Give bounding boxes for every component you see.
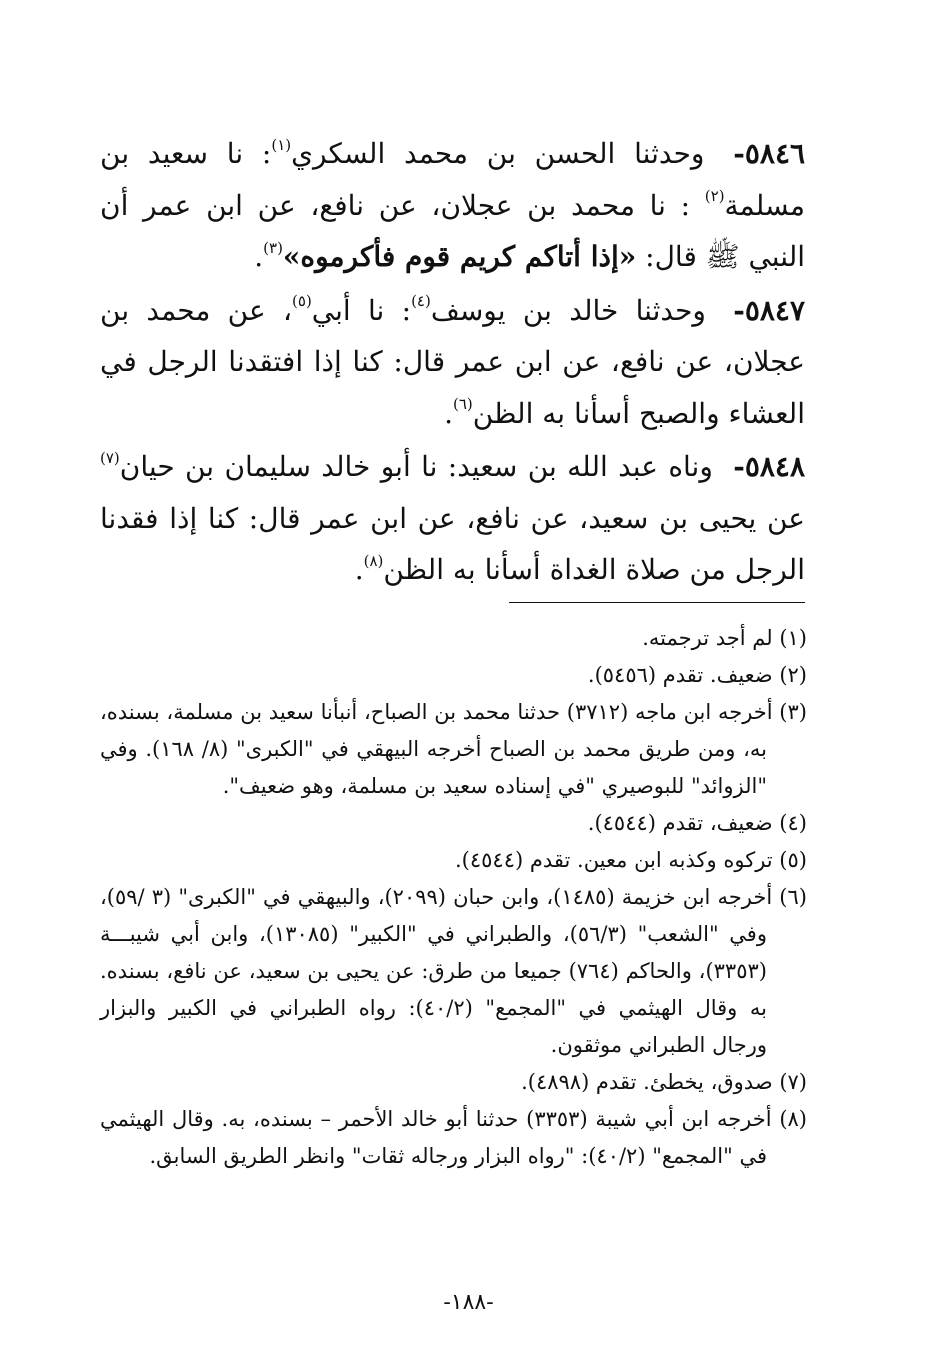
- footnote-ref: (٣): [263, 238, 283, 257]
- sentence-end: .: [354, 553, 364, 586]
- hadith-text: وحدثنا الحسن بن محمد السكري: [291, 137, 705, 170]
- hadith-text: : نا سعيد بن مسلمة: [100, 137, 805, 222]
- sentence-end: .: [254, 240, 264, 273]
- footnote-divider: [509, 602, 805, 603]
- footnote-4: (٤) ضعيف، تقدم (٤٥٤٤).: [587, 811, 807, 835]
- hadith-number: ٥٨٤٦-: [733, 137, 806, 170]
- hadith-text: : نا أبي: [311, 293, 412, 327]
- footnote-7: (٧) صدوق، يخطئ. تقدم (٤٨٩٨).: [521, 1070, 807, 1094]
- sentence-end: .: [444, 396, 453, 430]
- footnote-1: (١) لم أجد ترجمته.: [642, 626, 807, 650]
- footnote-3: (٣) أخرجه ابن ماجه (٣٧١٢) حدثنا محمد بن الصباح، أنبأنا سعيد بن مسلمة، بسنده، به، ومن طريق محمد بن الصباح أخرجه البيهقي في "الكبرى" (٨/ ١٦٨). وفي "الزوائد" للبوصيري "في إسناده سعيد بن مسلمة، وهو ضعيف".: [100, 700, 807, 798]
- hadith-text: وحدثنا خالد بن يوسف: [430, 293, 706, 327]
- footnote-ref: (٢): [704, 187, 725, 206]
- hadith-5848: [100, 441, 805, 596]
- footnote-ref: (٤): [411, 292, 431, 311]
- hadith-quote: «إذا أتاكم كريم قوم فأكرموه»: [282, 240, 637, 273]
- main-text: [100, 128, 805, 598]
- footnote-ref: (٧): [100, 448, 120, 467]
- footnote-6: (٦) أخرجه ابن خزيمة (١٤٨٥)، وابن حبان (٢٠٩٩)، والبيهقي في "الكبرى" (٣ /٥٩)، وفي "الشعب" (٥٦/٣)، والطبراني في "الكبير" (١٣٠٨٥)، وابن أبي شيبـــة (٣٣٥٣)، والحاكم (٧٦٤) جميعا من طرق: عن يحيى بن سعيد، عن نافع، بسنده. به وقال الهيثمي في "المجمع" (٤٠/٢): رواه الطبراني في الكبير والبزار ورجال الطبراني موثقون.: [100, 885, 807, 1057]
- hadith-text: وناه عبد الله بن سعيد: نا أبو خالد سليمان بن حيان: [119, 450, 713, 483]
- hadith-text: ، عن محمد بن عجلان، عن نافع، عن ابن عمر قال: كنا إذا افتقدنا الرجل في العشاء والصبح أسأنا به الظن: [100, 293, 805, 430]
- hadith-text: : نا محمد بن عجلان، عن نافع، عن ابن عمر أن النبي ﷺ قال:: [100, 188, 805, 273]
- footnote-ref: (٦): [452, 395, 473, 414]
- hadith-text: عن يحيى بن سعيد، عن نافع، عن ابن عمر قال: كنا إذا فقدنا الرجل من صلاة الغداة أسأنا به الظن: [100, 501, 805, 586]
- footnote-ref: (١): [271, 135, 292, 154]
- hadith-5847: [100, 285, 805, 440]
- page-number: -١٨٨-: [443, 1290, 494, 1315]
- footnote-ref: (٨): [363, 551, 384, 570]
- hadith-5846: [100, 128, 805, 283]
- footnotes: [100, 620, 807, 1175]
- footnote-2: (٢) ضعيف. تقدم (٥٤٥٦).: [587, 663, 807, 687]
- footnote-5: (٥) تركوه وكذبه ابن معين. تقدم (٤٥٤٤).: [454, 848, 807, 872]
- footnote-ref: (٥): [292, 292, 312, 311]
- footnote-8: (٨) أخرجه ابن أبي شيبة (٣٣٥٣) حدثنا أبو خالد الأحمر – بسنده، به. وقال الهيثمي في "المجمع" (٤٠/٢): "رواه البزار ورجاله ثقات" وانظر الطريق السابق.: [100, 1107, 807, 1168]
- hadith-number: ٥٨٤٧-: [733, 293, 805, 327]
- hadith-number: ٥٨٤٨-: [733, 450, 805, 483]
